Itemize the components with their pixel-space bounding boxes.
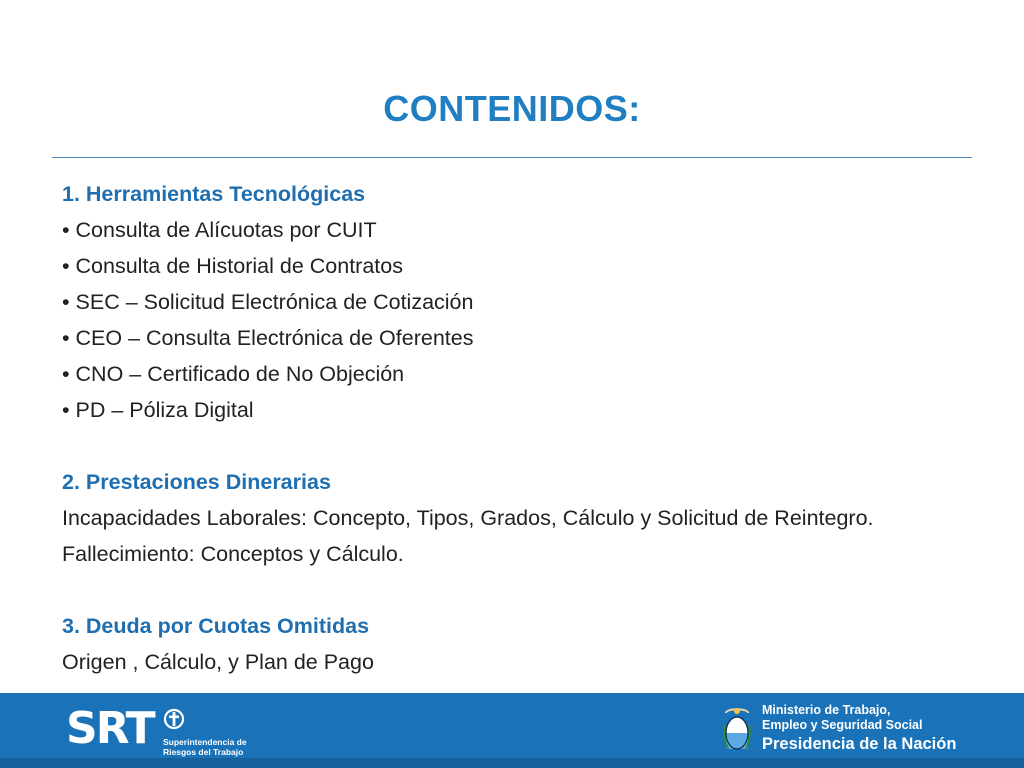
ministry-line: Ministerio de Trabajo, xyxy=(762,703,891,717)
ministry-line: Empleo y Seguridad Social xyxy=(762,718,923,732)
footer-band xyxy=(0,693,1024,768)
slide-title: CONTENIDOS: xyxy=(383,88,641,129)
section-heading-debt: 3. Deuda por Cuotas Omitidas xyxy=(62,614,370,638)
list-item: • SEC – Solicitud Electrónica de Cotización xyxy=(62,284,982,320)
text-line: Incapacidades Laborales: Concepto, Tipos, Grados, Cálculo y Solicitud de Reintegro. xyxy=(62,506,874,530)
list-item: • CNO – Certificado de No Objeción xyxy=(62,356,982,392)
list-item: • PD – Póliza Digital xyxy=(62,392,982,428)
list-item: • CEO – Consulta Electrónica de Oferentes xyxy=(62,320,982,356)
contents-body xyxy=(62,176,982,680)
srt-subtitle xyxy=(163,738,247,757)
text-line: Origen , Cálculo, y Plan de Pago xyxy=(62,650,374,674)
title-divider xyxy=(52,157,972,158)
srt-subtitle-line: Superintendencia de xyxy=(163,737,247,747)
list-item: • Consulta de Historial de Contratos xyxy=(62,248,982,284)
srt-logo-text: SRT xyxy=(66,703,154,754)
spacer xyxy=(62,572,982,608)
srt-emblem-icon xyxy=(163,707,185,737)
section-heading-benefits: 2. Prestaciones Dinerarias xyxy=(62,470,331,494)
srt-logo xyxy=(66,705,266,755)
spacer xyxy=(62,428,982,464)
srt-subtitle-line: Riesgos del Trabajo xyxy=(163,746,244,757)
text-line: Fallecimiento: Conceptos y Cálculo. xyxy=(62,542,404,566)
government-text xyxy=(762,703,956,755)
coat-of-arms-icon xyxy=(722,705,752,755)
presidency-label: Presidencia de la Nación xyxy=(762,735,957,753)
list-item: • Consulta de Alícuotas por CUIT xyxy=(62,212,982,248)
government-logo xyxy=(722,701,1012,761)
section-heading-tools: 1. Herramientas Tecnológicas xyxy=(62,182,366,206)
